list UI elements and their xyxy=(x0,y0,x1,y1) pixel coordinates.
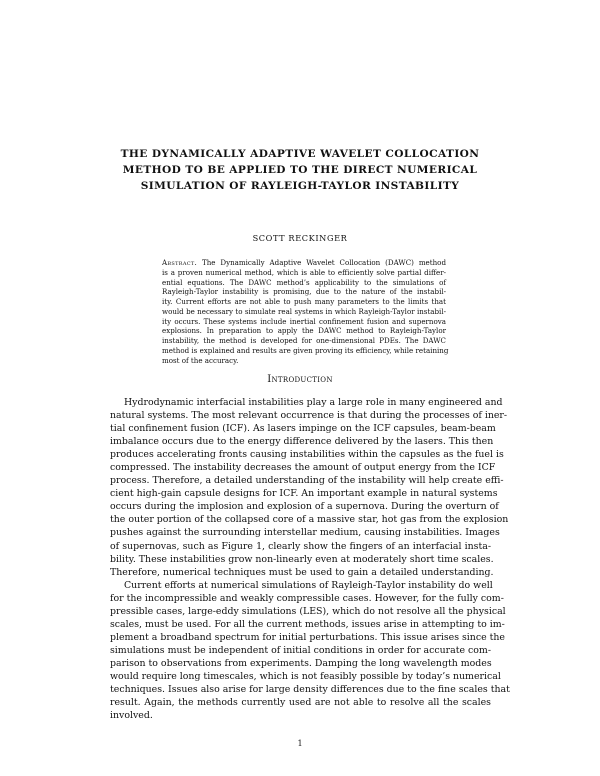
abstract-line: ity occurs. These systems include inertial confinement fusion and supernova xyxy=(162,316,446,326)
abstract xyxy=(162,258,449,365)
body-line: bility. These instabilities grow non-linearly even at moderately short time scales. xyxy=(110,553,494,565)
author: SCOTT RECKINGER xyxy=(252,233,348,243)
body-line: Hydrodynamic interfacial instabilities play a large role in many engineered and xyxy=(124,397,503,408)
abstract-line xyxy=(162,258,446,268)
body-line: tial confinement fusion (ICF). As lasers impinge on the ICF capsules, beam-beam xyxy=(110,423,496,435)
abstract-text: The Dynamically Adaptive Wavelet Collocation (DAWC) method xyxy=(201,258,446,267)
body-line: natural systems. The most relevant occurrence is that during the processes of iner- xyxy=(110,410,508,422)
title-line: THE DYNAMICALLY ADAPTIVE WAVELET COLLOCATION xyxy=(120,148,480,160)
abstract-line: ential equations. The DAWC method’s applicability to the simulations of xyxy=(162,277,446,287)
body-line: the outer portion of the collapsed core of a massive star, hot gas from the explosion xyxy=(110,514,509,526)
body-line: involved. xyxy=(110,710,153,722)
abstract-line: ity. Current efforts are not able to push many parameters to the limits that xyxy=(162,297,446,306)
title-line: SIMULATION OF RAYLEIGH-TAYLOR INSTABILITY xyxy=(140,180,460,192)
section-heading: Introduction xyxy=(267,374,333,385)
abstract-line: method is explained and results are given proving its efficiency, while retaining xyxy=(162,345,449,355)
abstract-line: would be necessary to simulate real systems in which Rayleigh-Taylor instabil- xyxy=(162,306,446,316)
body-line: parison to observations from experiments. Damping the long wavelength modes xyxy=(110,657,492,669)
abstract-line: Rayleigh-Taylor instability is promising, due to the nature of the instabil- xyxy=(162,287,446,297)
body-line: pushes against the surrounding interstellar medium, causing instabilities. Images xyxy=(110,527,500,539)
body-line: Therefore, numerical techniques must be used to gain a detailed understanding. xyxy=(110,566,494,578)
abstract-line: most of the accuracy. xyxy=(162,355,239,365)
body-line: plement a broadband spectrum for initial perturbations. This issue arises since the xyxy=(110,631,505,643)
body-line: simulations must be independent of initial conditions in order for accurate com- xyxy=(110,644,491,656)
body-line: compressed. The instability decreases the amount of output energy from the ICF xyxy=(110,462,496,474)
body-line: imbalance occurs due to the energy difference delivered by the lasers. This then xyxy=(110,436,494,448)
page-number: 1 xyxy=(297,739,303,748)
abstract-line: instability, the method is developed for one-dimensional PDEs. The DAWC xyxy=(162,336,446,345)
body-line: techniques. Issues also arise for large density differences due to the fine scales that xyxy=(110,684,510,696)
body-line: Current efforts at numerical simulations of Rayleigh-Taylor instability do well xyxy=(124,579,493,591)
body-line: would require long timescales, which is not feasibly possible by today’s numerical xyxy=(110,670,501,682)
body-line: scales, must be used. For all the current methods, issues arise in attempting to im- xyxy=(110,618,505,630)
body-line: result. Again, the methods currently used are not able to resolve all the scales xyxy=(110,697,491,709)
body-line: process. Therefore, a detailed understanding of the instability will help create effi- xyxy=(110,475,504,487)
abstract-line: explosions. In preparation to apply the DAWC method to Rayleigh-Taylor xyxy=(162,326,446,336)
body-line: pressible cases, large-eddy simulations (LES), which do not resolve all the physical xyxy=(110,605,506,617)
body-line: of supernovas, such as Figure 1, clearly show the fingers of an interfacial insta- xyxy=(110,540,491,552)
title-line: METHOD TO BE APPLIED TO THE DIRECT NUMERICAL xyxy=(122,164,478,176)
body-line: for the incompressible and weakly compressible cases. However, for the fully com- xyxy=(110,592,504,604)
body-line: cient high-gain capsule designs for ICF. An important example in natural systems xyxy=(110,488,498,500)
body-text xyxy=(110,396,510,722)
abstract-label: Abstract. xyxy=(162,258,198,267)
body-line: produces accelerating fronts causing instabilities within the capsules as the fuel is xyxy=(110,449,504,461)
paper-title xyxy=(100,146,500,194)
abstract-line: is a proven numerical method, which is able to efficiently solve partial differ- xyxy=(162,267,446,277)
body-line: occurs during the implosion and explosion of a supernova. During the overturn of xyxy=(110,501,499,513)
